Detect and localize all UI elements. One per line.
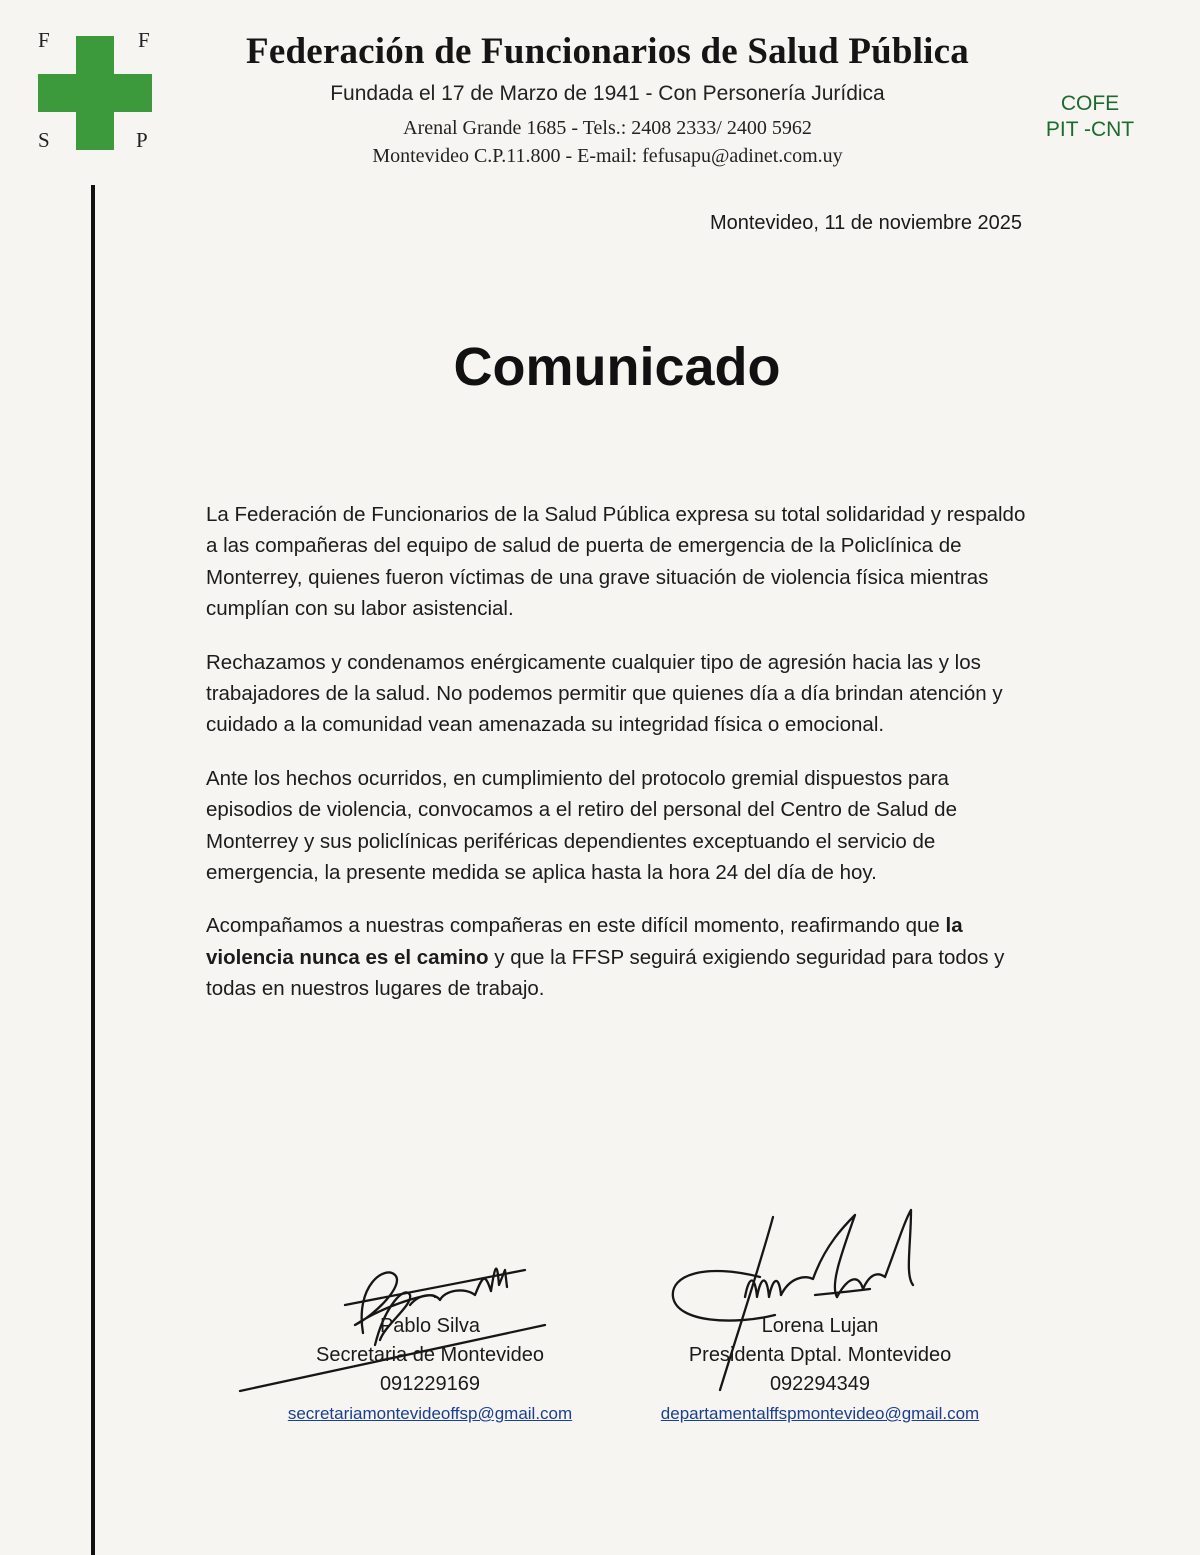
logo-letter-bottom-left: S bbox=[38, 128, 50, 152]
document-body bbox=[206, 499, 1036, 1027]
signer-role: Presidenta Dptal. Montevideo bbox=[688, 1344, 952, 1366]
signature-block-president bbox=[610, 1312, 1030, 1427]
logo-letter-top-right: F bbox=[138, 28, 150, 52]
signer-phone: 092294349 bbox=[769, 1373, 871, 1395]
body-paragraph-3: Ante los hechos ocurridos, en cumplimiento del protocolo gremial dispuestos para episodios de violencia, convocamos a el retiro del personal del Centro de Salud de Monterrey y sus policlínicas periféricas dependientes exceptuando el servicio de emergencia, la presente medida se aplica hasta la hora 24 del día de hoy. bbox=[206, 766, 957, 885]
federation-logo bbox=[30, 26, 160, 156]
affiliation-cofe: COFE bbox=[1060, 92, 1120, 115]
signer-name: Pablo Silva bbox=[379, 1315, 481, 1337]
logo-letter-bottom-right: P bbox=[136, 128, 148, 152]
green-cross-icon bbox=[38, 36, 152, 150]
body-paragraph-4-start: Acompañamos a nuestras compañeras en este difícil momento, reafirmando que bbox=[206, 914, 946, 938]
founded-line: Fundada el 17 de Marzo de 1941 - Con Personería Jurídica bbox=[330, 82, 885, 105]
document-date: Montevideo, 11 de noviembre 2025 bbox=[709, 212, 1022, 234]
signer-email-link[interactable]: secretariamontevideoffsp@gmail.com bbox=[287, 1404, 573, 1423]
signer-phone: 091229169 bbox=[379, 1373, 481, 1395]
address-line-1: Arenal Grande 1685 - Tels.: 2408 2333/ 2400 5962 bbox=[403, 117, 812, 139]
signer-email-link[interactable]: departamentalffspmontevideo@gmail.com bbox=[660, 1404, 980, 1423]
signer-name: Lorena Lujan bbox=[761, 1315, 879, 1337]
logo-letter-top-left: F bbox=[38, 28, 50, 52]
body-paragraph-2: Rechazamos y condenamos enérgicamente cualquier tipo de agresión hacia las y los trabajadores de la salud. No podemos permitir que quienes día a día brindan atención y cuidado a la comunidad vean amenazada su integridad física o emocional. bbox=[206, 650, 1003, 737]
body-paragraph-1: La Federación de Funcionarios de la Salud Pública expresa su total solidaridad y respaldo a las compañeras del equipo de salud de puerta de emergencia de la Policlínica de Monterrey, quienes fueron víctimas de una grave situación de violencia física mientras cumplían con su labor asistencial. bbox=[206, 503, 1026, 621]
body-paragraph-4 bbox=[206, 910, 1036, 1004]
address-line-2: Montevideo C.P.11.800 - E-mail: fefusapu@adinet.com.uy bbox=[372, 145, 843, 167]
signer-role: Secretaria de Montevideo bbox=[316, 1344, 544, 1366]
affiliation-pit-cnt: PIT -CNT bbox=[1045, 118, 1135, 141]
body-paragraph-4-end: y que la FFSP seguirá exigiendo seguridad para todos y todas en nuestros lugares de trabajo. bbox=[206, 945, 1005, 1001]
document-title: Comunicado bbox=[453, 337, 781, 397]
body-paragraph-4-emphasis: la violencia nunca es el camino bbox=[206, 914, 963, 969]
signature-block-secretary bbox=[230, 1312, 630, 1427]
organization-name: Federación de Funcionarios de Salud Pública bbox=[246, 31, 969, 72]
